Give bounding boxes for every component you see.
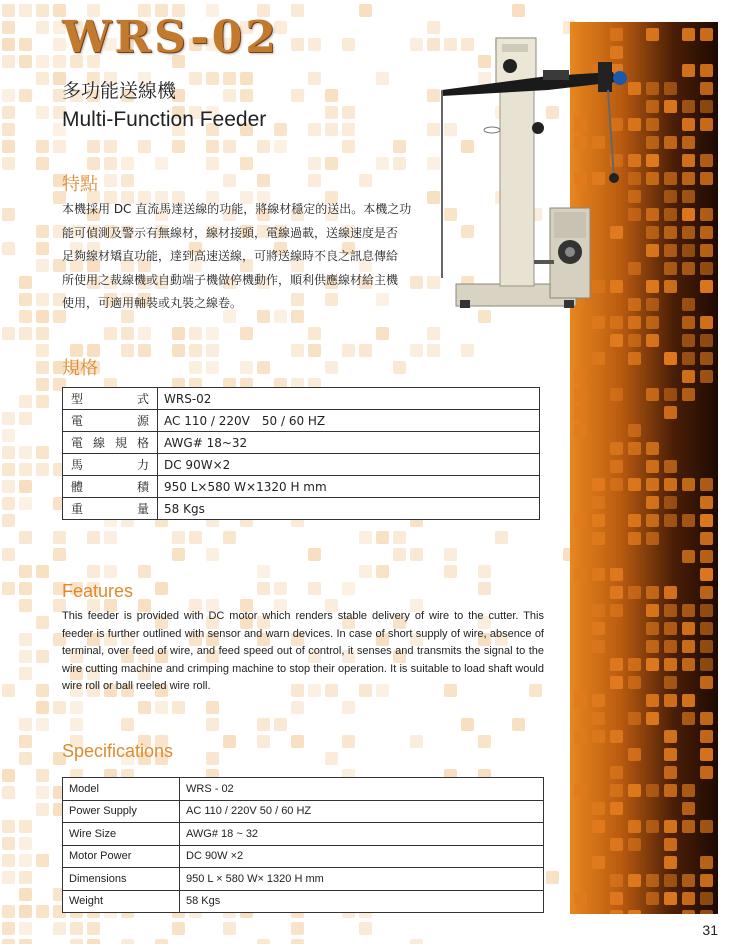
spec-value: 950 L × 580 W× 1320 H mm [180, 868, 544, 891]
spec-key: 體積 [63, 476, 158, 498]
features-paragraph-chinese [62, 198, 440, 316]
features-line-chinese: 能可偵測及警示有無線材，線材接頭，電線過載，送線速度是否 [62, 225, 399, 240]
product-title-chinese: 多功能送線機 [62, 80, 177, 102]
specs-table-english [62, 777, 544, 913]
product-title-english: Multi-Function Feeder [62, 108, 267, 131]
specs-table-chinese [62, 387, 540, 520]
spec-value: 950 L×580 W×1320 H mm [158, 476, 540, 498]
features-paragraph-english: This feeder is provided with DC motor which renders stable delivery of wire to the cutter. This feeder is further outlined with sensor and warn devices. In case of short supply of wire, absence of terminal, over feed of wire, and feed speed out of control, it senses and transmits the signal to the wire cutting machine and crimping machine to stop their operation. It is suitable to load shaft would wire roll or ball reeled wire roll. [62, 610, 544, 692]
spec-key: 電源 [63, 410, 158, 432]
features-heading-chinese: 特點 [62, 174, 98, 194]
spec-key: Model [63, 778, 180, 801]
spec-value: DC 90W×2 [158, 454, 540, 476]
table-row [63, 890, 544, 913]
spec-key: 型式 [63, 388, 158, 410]
spec-value: 58 Kgs [180, 890, 544, 913]
spec-key: Power Supply [63, 800, 180, 823]
spec-value: AWG# 18~32 [158, 432, 540, 454]
spec-key: 重量 [63, 498, 158, 520]
table-row [63, 845, 544, 868]
features-heading-english: Features [62, 581, 134, 601]
wire-feeder-machine-photo [438, 28, 658, 318]
model-title: WRS-02 [62, 12, 279, 63]
table-row [63, 778, 544, 801]
table-row [63, 823, 544, 846]
page-number: 31 [702, 922, 718, 938]
spec-value: DC 90W ×2 [180, 845, 544, 868]
spec-value: 58 Kgs [158, 498, 540, 520]
spec-key: 電線規格 [63, 432, 158, 454]
specs-heading-english: Specifications [62, 741, 174, 761]
spec-value: AC 110 / 220V 50 / 60 HZ [180, 800, 544, 823]
spec-key: Dimensions [63, 868, 180, 891]
spec-value: AC 110 / 220V 50 / 60 HZ [158, 410, 540, 432]
features-line-chinese: 足夠線材矯直功能，達到高速送線，可將送線時不良之訊息傳給 [62, 249, 399, 263]
table-row [63, 868, 544, 891]
table-row [63, 388, 540, 410]
features-line-chinese: 本機採用 DC 直流馬達送線的功能，將線材穩定的送出。本機之功 [62, 202, 412, 216]
table-row [63, 410, 540, 432]
features-line-chinese: 所使用之裁線機或自動端子機做停機動作，順利供應線材給主機 [62, 272, 399, 287]
spec-key: 馬力 [63, 454, 158, 476]
table-row [63, 498, 540, 520]
features-line-chinese: 使用，可適用軸裝或丸裝之線卷。 [62, 296, 243, 310]
specs-heading-chinese: 規格 [62, 358, 98, 378]
spec-value: AWG# 18 ~ 32 [180, 823, 544, 846]
spec-value: WRS - 02 [180, 778, 544, 801]
spec-value: WRS-02 [158, 388, 540, 410]
spec-key: Motor Power [63, 845, 180, 868]
table-row [63, 454, 540, 476]
table-row [63, 476, 540, 498]
table-row [63, 432, 540, 454]
table-row [63, 800, 544, 823]
spec-key: Wire Size [63, 823, 180, 846]
spec-key: Weight [63, 890, 180, 913]
